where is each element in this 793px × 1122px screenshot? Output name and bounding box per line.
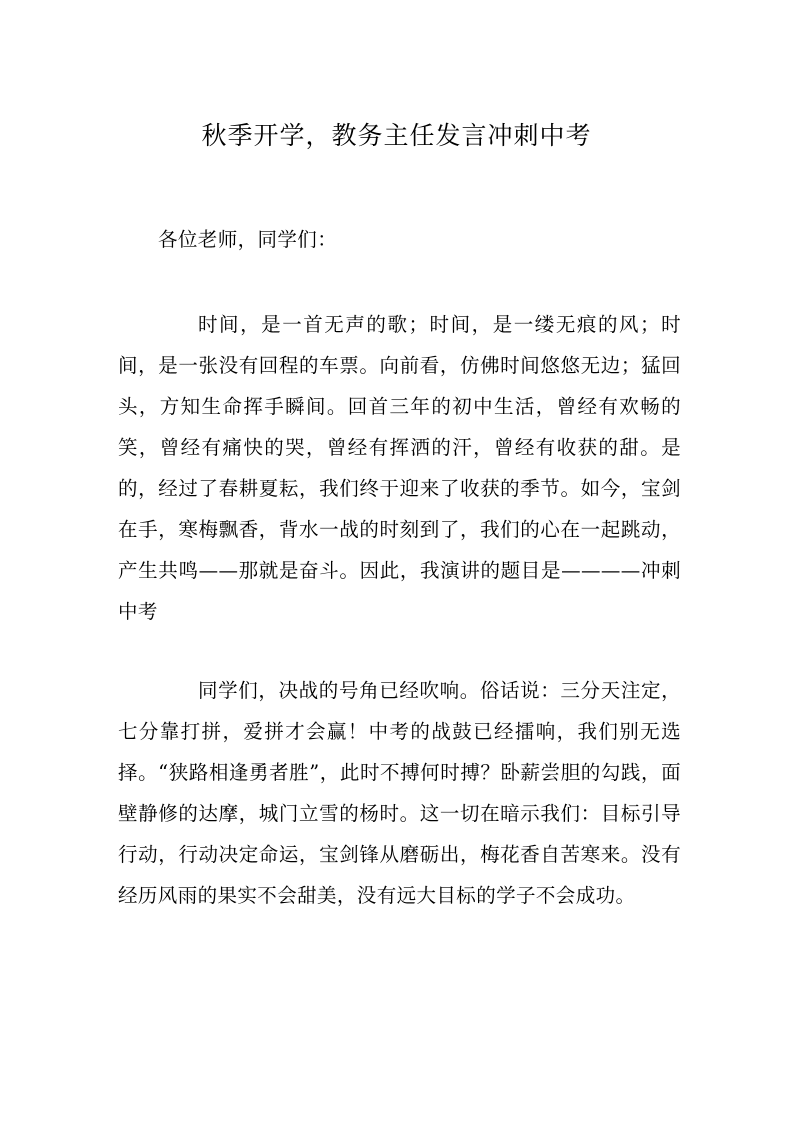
- body-paragraph-1: 时间，是一首无声的歌；时间，是一缕无痕的风；时间，是一张没有回程的车票。向前看，仿佛时间悠悠无边；猛回头，方知生命挥手瞬间。回首三年的初中生活，曾经有欢畅的笑，曾经有痛快的哭，曾经有挥洒的汗，曾经有收获的甜。是的，经过了春耕夏耘，我们终于迎来了收获的季节。如今，宝剑在手，寒梅飘香，背水一战的时刻到了，我们的心在一起跳动，产生共鸣——那就是奋斗。因此，我演讲的题目是————冲刺中考: [118, 313, 681, 623]
- body-paragraph-2: 同学们，决战的号角已经吹响。俗话说：三分天注定，七分靠打拼，爱拼才会赢！中考的战鼓已经擂响，我们别无选择。“狭路相逢勇者胜”，此时不搏何时搏？卧薪尝胆的勾践，面壁静修的达摩，城门立雪的杨时。这一切在暗示我们：目标引导行动，行动决定命运，宝剑锋从磨砺出，梅花香自苦寒来。没有经历风雨的果实不会甜美，没有远大目标的学子不会成功。: [118, 679, 681, 907]
- salutation-paragraph: 各位老师，同学们：: [158, 228, 338, 251]
- page-title: 秋季开学，教务主任发言冲刺中考: [201, 121, 592, 150]
- document-body: [0, 219, 793, 916]
